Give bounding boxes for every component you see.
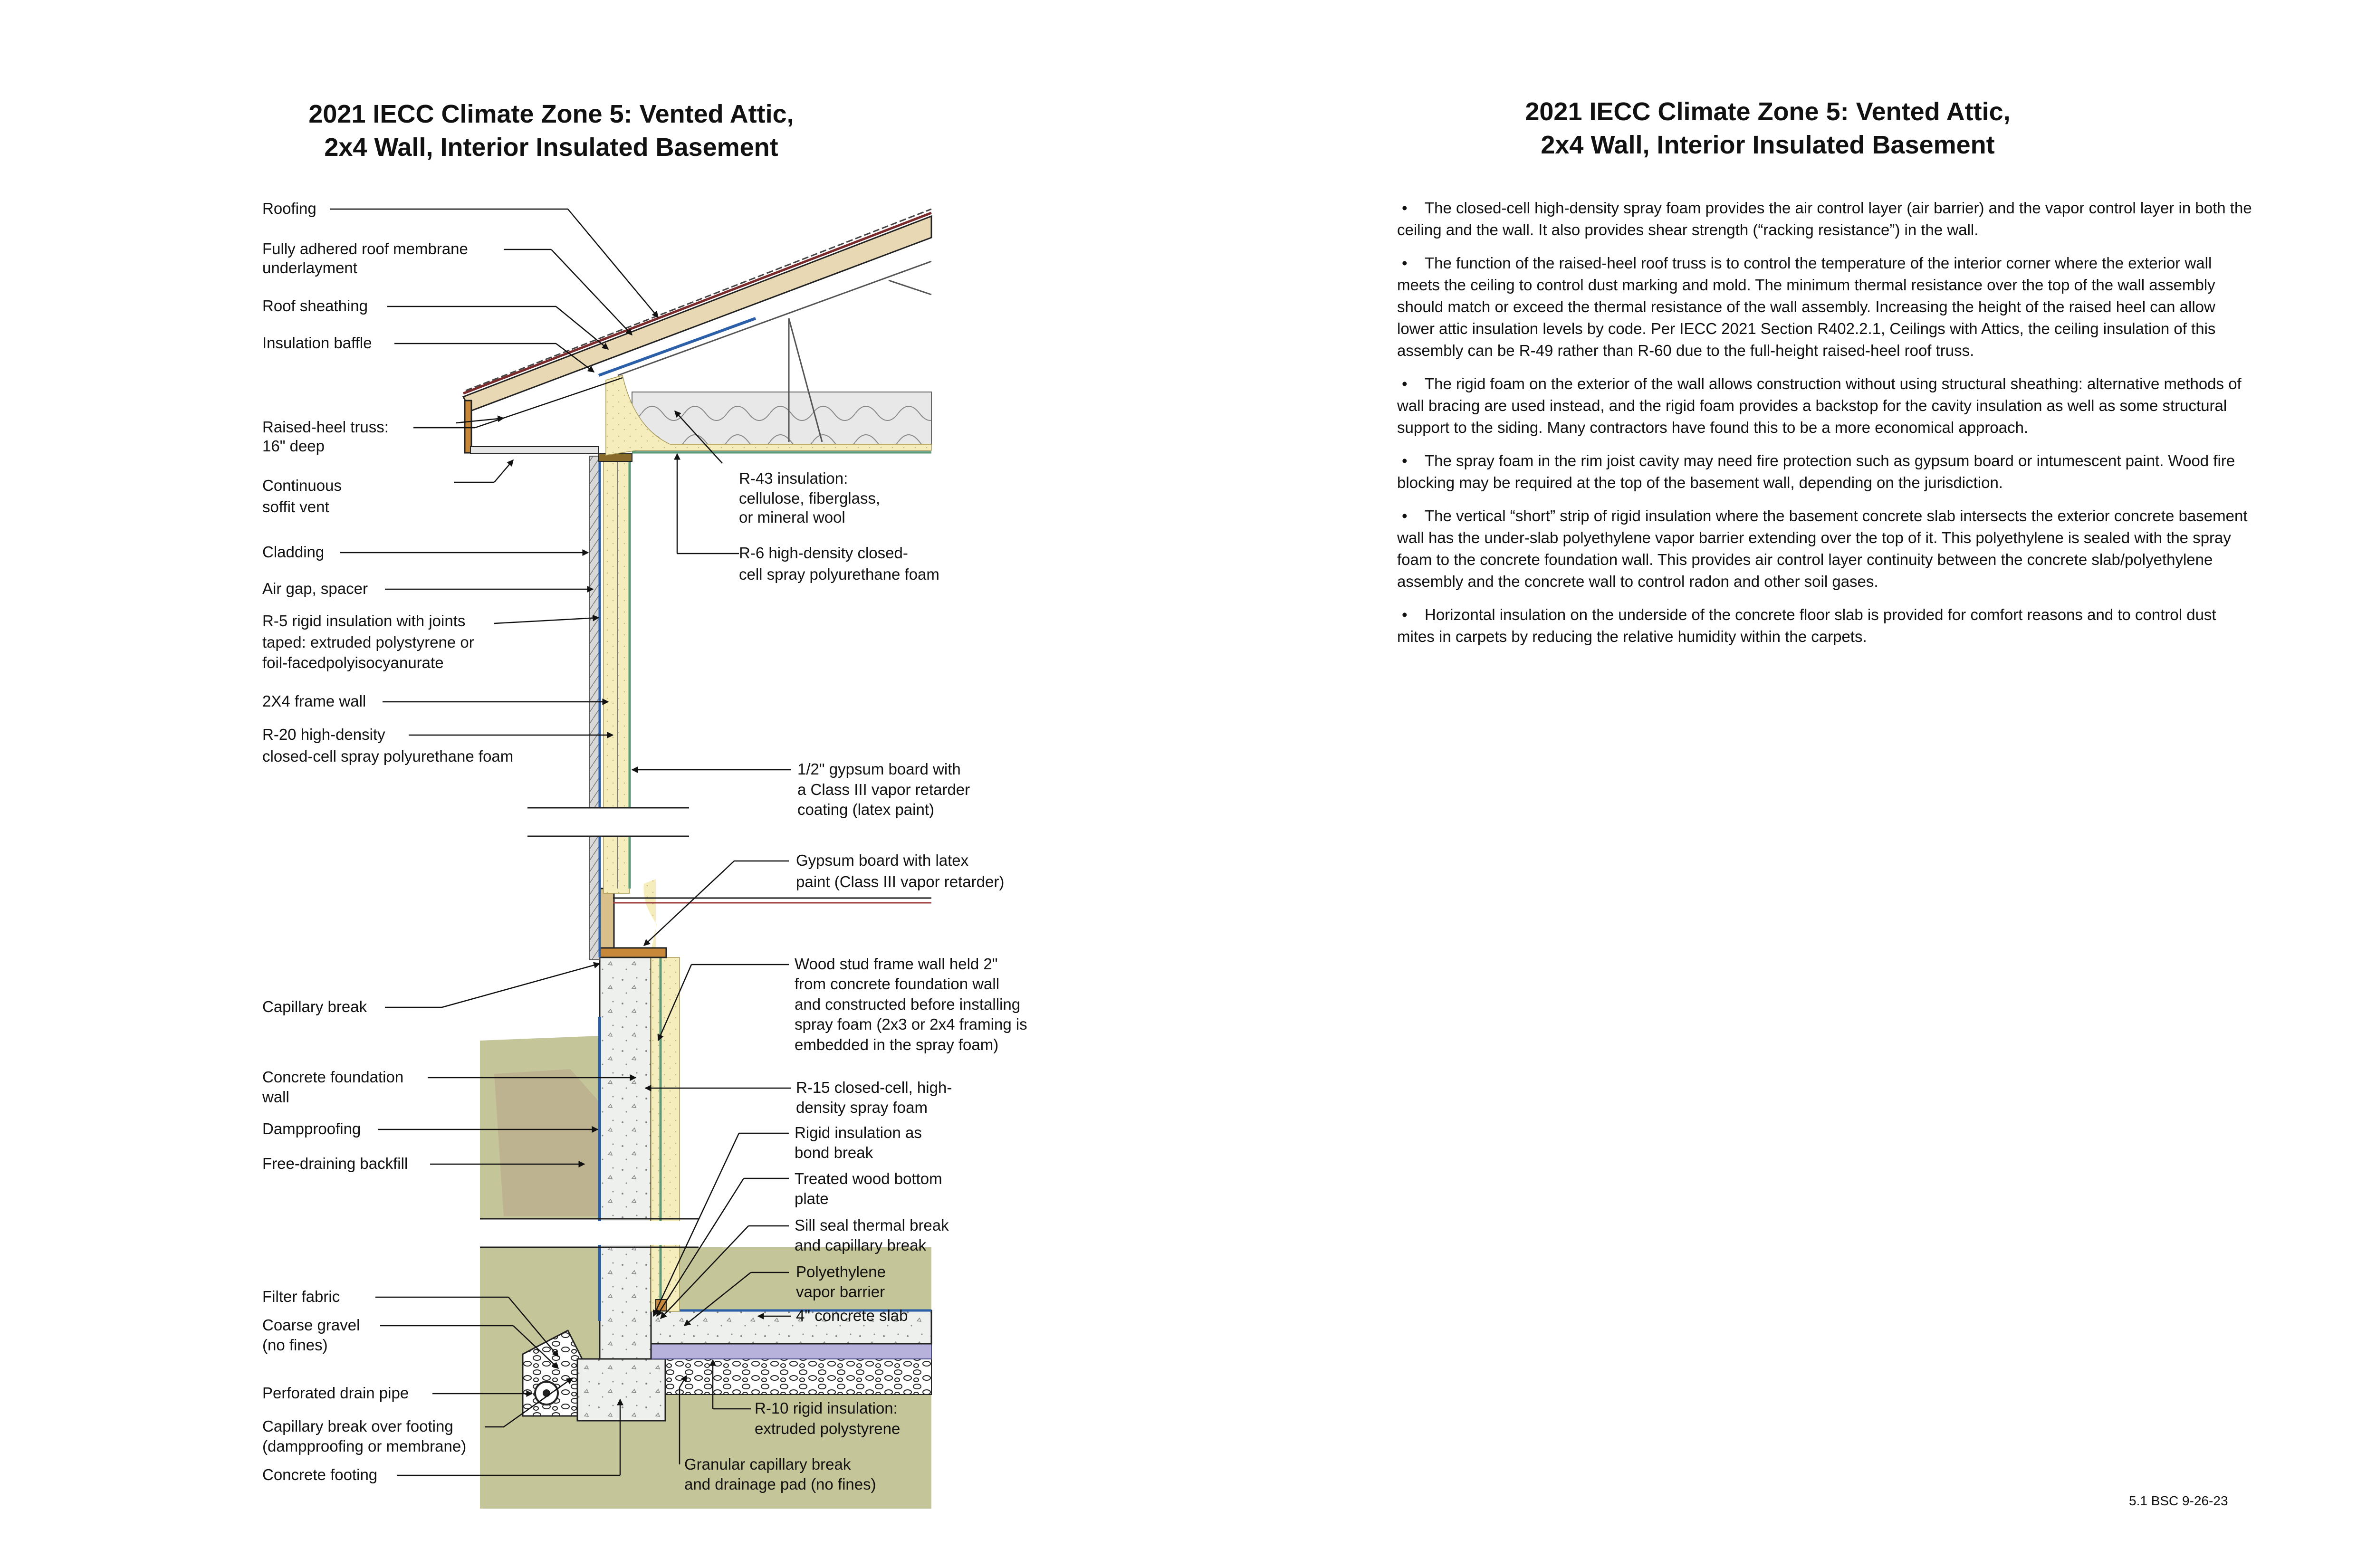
label-stud-wall: Wood stud frame wall held 2" — [795, 955, 998, 973]
notes-list — [1397, 197, 2252, 659]
note-item — [1397, 197, 2252, 241]
bullet-icon: • — [1402, 507, 1408, 525]
soffit — [470, 447, 599, 454]
roof-deck — [463, 216, 931, 411]
label-dampproofing: Dampproofing — [262, 1120, 361, 1138]
label-polyethylene: Polyethylene — [796, 1263, 886, 1281]
leader-line — [568, 209, 658, 317]
svg-text:underlayment: underlayment — [262, 259, 357, 277]
svg-text:closed-cell spray polyurethane: closed-cell spray polyurethane foam — [262, 747, 514, 765]
title-line-2: 2x4 Wall, Interior Insulated Basement — [324, 133, 778, 162]
label-membrane: Fully adhered roof membrane — [262, 240, 468, 258]
note-item — [1397, 252, 2252, 362]
label-capillary-footing: Capillary break over footing — [262, 1417, 453, 1435]
label-footing: Concrete footing — [262, 1466, 378, 1483]
label-soffit: Continuous — [262, 477, 342, 494]
note-text: The spray foam in the rim joist cavity may need fire protection such as gypsum board or intumescent paint. Wood fire blocking may be required at the top of the basement wall, depending on the jurisdiction. — [1397, 452, 2235, 491]
drainage-pad — [665, 1359, 931, 1395]
label-baffle: Insulation baffle — [262, 334, 372, 352]
svg-text:density spray foam: density spray foam — [796, 1099, 928, 1116]
svg-text:plate: plate — [795, 1190, 829, 1207]
note-text: Horizontal insulation on the underside of the concrete floor slab is provided for comfort reasons and to control dust mites in carpets by reducing the relative humidity within the carpets. — [1397, 606, 2216, 645]
svg-text:embedded in the spray foam): embedded in the spray foam) — [795, 1036, 999, 1053]
leader-line — [551, 249, 632, 335]
label-bottom-plate: Treated wood bottom — [795, 1170, 942, 1187]
svg-text:cellulose, fiberglass,: cellulose, fiberglass, — [739, 489, 881, 507]
r10-rigid — [637, 1344, 931, 1359]
note-text: The rigid foam on the exterior of the wall allows construction without using structural sheathing: alternative methods of wall bracing are used instead, and the rigid foam provides a backstop for the cavity insulation as well as some structural support to the siding. Many contractors have found this to be a more economical approach. — [1397, 375, 2242, 436]
svg-text:and constructed before install: and constructed before installing — [795, 995, 1021, 1013]
leader-line — [556, 306, 608, 349]
note-item — [1397, 450, 2252, 494]
svg-text:paint (Class III vapor retarde: paint (Class III vapor retarder) — [796, 873, 1005, 890]
svg-text:extruded polystyrene: extruded polystyrene — [755, 1420, 901, 1437]
backfill-wedge — [494, 1069, 600, 1216]
svg-text:cell spray polyurethane foam: cell spray polyurethane foam — [739, 565, 939, 583]
title-line-2: 2x4 Wall, Interior Insulated Basement — [1541, 131, 1995, 159]
leader-line — [494, 618, 599, 623]
svg-text:taped: extruded polystyrene or: taped: extruded polystyrene or — [262, 633, 474, 651]
label-r15: R-15 closed-cell, high- — [796, 1079, 952, 1096]
bullet-icon: • — [1402, 375, 1408, 392]
document-code: 5.1 BSC 9-26-23 — [2129, 1493, 2228, 1508]
note-item — [1397, 604, 2252, 648]
concrete-footing — [577, 1359, 665, 1421]
label-roofing: Roofing — [262, 200, 316, 217]
label-gypsum-latex: Gypsum board with latex — [796, 851, 969, 869]
label-capillary-break: Capillary break — [262, 998, 367, 1015]
title-line-1: 2021 IECC Climate Zone 5: Vented Attic, — [1525, 97, 2011, 126]
foundation-wall — [600, 957, 651, 1359]
fascia — [465, 401, 471, 453]
rim-joist — [600, 889, 614, 957]
label-r43: R-43 insulation: — [739, 469, 848, 487]
svg-text:wall: wall — [262, 1088, 289, 1106]
label-backfill: Free-draining backfill — [262, 1155, 408, 1172]
label-frame: 2X4 frame wall — [262, 692, 366, 710]
note-item — [1397, 505, 2252, 593]
bullet-icon: • — [1402, 254, 1408, 272]
cladding — [589, 456, 600, 960]
svg-text:from concrete foundation wall: from concrete foundation wall — [795, 975, 1000, 993]
leader-line — [494, 460, 513, 482]
svg-text:vapor barrier: vapor barrier — [796, 1283, 885, 1300]
note-text: The closed-cell high-density spray foam provides the air control layer (air barrier) and the vapor control layer in both the ceiling and the wall. It also provides shear strength (“racking resistance”) in the wall. — [1397, 199, 2252, 239]
note-item — [1397, 373, 2252, 439]
svg-text:a Class III vapor retarder: a Class III vapor retarder — [797, 781, 970, 798]
bullet-icon: • — [1402, 452, 1408, 469]
svg-text:16" deep: 16" deep — [262, 437, 325, 455]
leader-line — [442, 964, 600, 1007]
label-granular: Granular capillary break — [684, 1455, 851, 1473]
basement-spray-foam — [643, 879, 657, 957]
bullet-icon: • — [1402, 606, 1408, 623]
label-sheathing: Roof sheathing — [262, 297, 368, 315]
label-drain-pipe: Perforated drain pipe — [262, 1384, 409, 1402]
label-sill-seal: Sill seal thermal break — [795, 1216, 949, 1234]
svg-text:foil-facedpolyisocyanurate: foil-facedpolyisocyanurate — [262, 654, 444, 671]
svg-text:bond break: bond break — [795, 1144, 873, 1161]
note-text: The function of the raised-heel roof truss is to control the temperature of the interior corner where the exterior wall meets the ceiling to control dust marking and mold. The minimum thermal resistance over the top of the wall assembly should match or exceed the thermal resistance of the wall assembly. Increasing the height of the raised heel can allow lower attic insulation levels by code. Per IECC 2021 Section R402.2.1, Ceilings with Attics, the ceiling insulation of this assembly can be R-49 rather than R-60 due to the full-height raised-heel roof truss. — [1397, 254, 2216, 359]
label-gravel: Coarse gravel — [262, 1316, 360, 1334]
label-r5: R-5 rigid insulation with joints — [262, 612, 466, 630]
svg-text:spray foam (2x3 or 2x4 framing: spray foam (2x3 or 2x4 framing is — [795, 1015, 1027, 1033]
label-airgap: Air gap, spacer — [262, 580, 368, 597]
label-cladding: Cladding — [262, 543, 325, 561]
label-foundation-wall: Concrete foundation — [262, 1068, 404, 1086]
label-r10: R-10 rigid insulation: — [755, 1399, 898, 1417]
svg-text:or mineral wool: or mineral wool — [739, 508, 845, 526]
svg-text:(no fines): (no fines) — [262, 1336, 328, 1354]
label-r6: R-6 high-density closed- — [739, 544, 908, 562]
attic-insulation — [632, 392, 931, 444]
svg-text:(dampproofing or membrane): (dampproofing or membrane) — [262, 1437, 467, 1455]
svg-text:and drainage pad (no fines): and drainage pad (no fines) — [684, 1475, 876, 1493]
label-rigid-bond-break: Rigid insulation as — [795, 1124, 922, 1141]
title-line-1: 2021 IECC Climate Zone 5: Vented Attic, — [308, 100, 794, 128]
label-gypsum: 1/2" gypsum board with — [797, 760, 961, 778]
bullet-icon: • — [1402, 199, 1408, 217]
label-filter-fabric: Filter fabric — [262, 1288, 340, 1305]
label-slab: 4" concrete slab — [796, 1307, 908, 1324]
label-r20: R-20 high-density — [262, 726, 385, 743]
svg-text:coating (latex paint): coating (latex paint) — [797, 801, 934, 818]
svg-text:and capillary break: and capillary break — [795, 1236, 926, 1254]
note-text: The vertical “short” strip of rigid insulation where the basement concrete slab intersects the exterior concrete basement wall has the under-slab polyethylene vapor barrier extending over the top of it. This polyethylene is sealed with the spray foam to the concrete foundation wall. This provides air control layer continuity between the concrete slab/polyethylene assembly and the concrete wall to control radon and other soil gases. — [1397, 507, 2248, 590]
svg-text:soffit vent: soffit vent — [262, 498, 329, 516]
label-truss: Raised-heel truss: — [262, 418, 389, 436]
